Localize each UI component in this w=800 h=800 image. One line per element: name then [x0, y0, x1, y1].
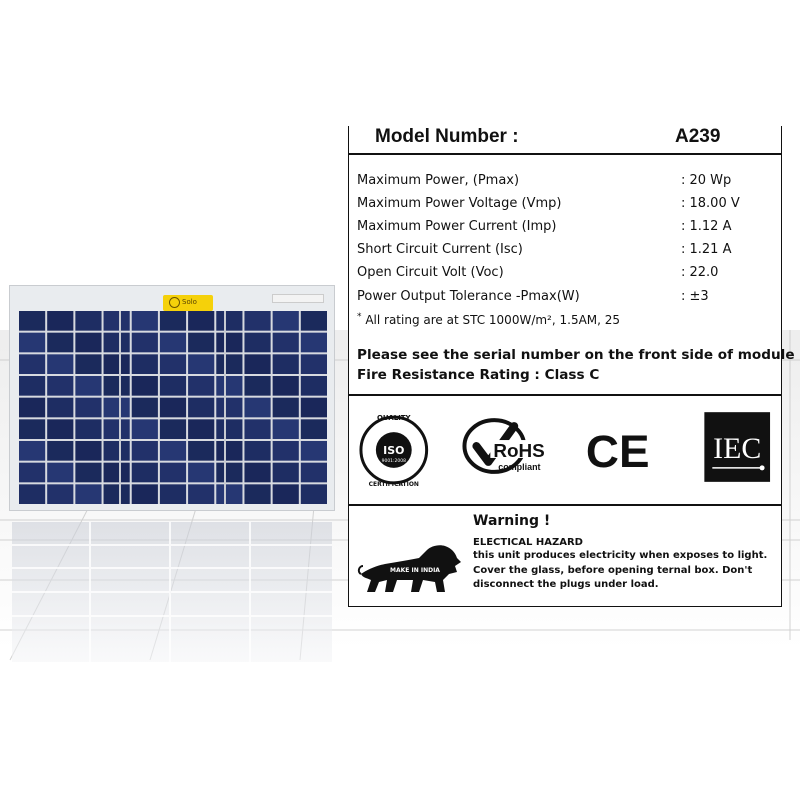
iso-quality-text: QUALITY: [377, 414, 411, 423]
solar-cell: [104, 354, 130, 374]
solar-cell: [216, 398, 242, 418]
solar-cell: [160, 441, 186, 461]
solar-cell: [75, 484, 101, 504]
spec-name: Short Circuit Current (Isc): [357, 242, 523, 257]
panel-sticker: [272, 294, 324, 303]
solar-cell: [104, 333, 130, 353]
solar-cell: [19, 311, 45, 331]
footnote-text: All rating are at STC 1000W/m², 1.5AM, 25: [365, 313, 621, 327]
solar-cell: [244, 484, 270, 504]
iso-number-text: 9001:2008: [381, 458, 406, 464]
solar-cell: [160, 376, 186, 396]
solar-cell: [75, 419, 101, 439]
solar-cell: [19, 463, 45, 483]
spec-name: Maximum Power Voltage (Vmp): [357, 196, 562, 211]
divider: [349, 504, 781, 506]
solar-cell: [301, 333, 327, 353]
spec-row: [357, 265, 777, 285]
solar-cell: [132, 484, 158, 504]
solar-cell: [244, 463, 270, 483]
solar-cell: [216, 376, 242, 396]
solar-cell: [47, 376, 73, 396]
solar-cell: [188, 484, 214, 504]
solar-cell: [132, 354, 158, 374]
solar-cell: [160, 354, 186, 374]
solar-cell: [47, 463, 73, 483]
solar-cell: [301, 398, 327, 418]
solar-panel: [9, 285, 335, 511]
solar-cell: [160, 398, 186, 418]
divider: [349, 153, 781, 155]
model-number-label: Model Number :: [375, 126, 519, 147]
spec-value: : 1.12 A: [681, 219, 732, 234]
rohs-compliant-icon: [464, 420, 548, 472]
solar-cell: [216, 333, 242, 353]
solar-cell: [188, 398, 214, 418]
solar-cell: [216, 419, 242, 439]
solar-cell: [273, 398, 299, 418]
solar-cell: [188, 463, 214, 483]
spec-row: [357, 219, 777, 239]
spec-value: : ±3: [681, 289, 709, 304]
solar-cell: [301, 463, 327, 483]
solar-cell: [75, 376, 101, 396]
solar-cell: [273, 419, 299, 439]
solar-cell: [160, 311, 186, 331]
solar-cell: [244, 398, 270, 418]
spec-row: [357, 289, 777, 309]
iso-certification-icon: [361, 414, 427, 488]
solar-cell: [132, 398, 158, 418]
solar-cell: [104, 484, 130, 504]
spec-name: Power Output Tolerance -Pmax(W): [357, 289, 580, 304]
solar-cell: [301, 419, 327, 439]
solar-cell: [104, 419, 130, 439]
solar-cell: [160, 463, 186, 483]
make-in-india-lion-icon: [357, 536, 467, 596]
solar-cell: [273, 463, 299, 483]
solar-cell: [273, 484, 299, 504]
spec-value: : 18.00 V: [681, 196, 740, 211]
solar-cell: [75, 311, 101, 331]
solar-cell: [104, 376, 130, 396]
spec-value: : 22.0: [681, 265, 719, 280]
solar-cell: [19, 376, 45, 396]
solar-cell: [132, 463, 158, 483]
solar-cell: [188, 441, 214, 461]
solar-cell: [273, 441, 299, 461]
iso-certification-text: CERTIFICATION: [368, 480, 419, 488]
solar-cell: [19, 484, 45, 504]
solar-cell: [216, 441, 242, 461]
brand-logo-icon: [169, 297, 180, 308]
solar-cell: [216, 484, 242, 504]
ce-mark-icon: CE: [585, 425, 650, 477]
solar-cell-grid: [19, 311, 327, 504]
solar-cell: [132, 376, 158, 396]
solar-cell: [47, 333, 73, 353]
solar-cell: [188, 333, 214, 353]
solar-cell: [47, 354, 73, 374]
brand-label: [163, 295, 213, 311]
warning-title: Warning !: [473, 513, 551, 529]
spec-name: Maximum Power, (Pmax): [357, 173, 520, 188]
solar-cell: [188, 376, 214, 396]
solar-cell: [104, 463, 130, 483]
make-in-india-text: MAKE IN INDIA: [390, 567, 440, 574]
bus-bar: [224, 311, 226, 504]
solar-cell: [160, 484, 186, 504]
solar-cell: [188, 419, 214, 439]
solar-cell: [132, 311, 158, 331]
certification-logos: [349, 396, 781, 504]
brand-label-text: Solo: [182, 298, 197, 306]
fire-rating: Fire Resistance Rating : Class C: [357, 367, 600, 383]
solar-cell: [301, 376, 327, 396]
solar-cell: [216, 311, 242, 331]
solar-cell: [216, 354, 242, 374]
spec-row: [357, 242, 777, 262]
solar-cell: [47, 398, 73, 418]
iec-text: IEC: [713, 431, 762, 465]
footnote-star: *: [357, 312, 362, 322]
spec-sheet: [348, 126, 795, 607]
rohs-sub-text: compliant: [498, 461, 541, 472]
solar-cell: [19, 333, 45, 353]
solar-cell: [188, 354, 214, 374]
solar-cell: [47, 484, 73, 504]
spec-row: [357, 196, 777, 216]
solar-cell: [244, 354, 270, 374]
spec-name: Open Circuit Volt (Voc): [357, 265, 504, 280]
solar-cell: [104, 398, 130, 418]
bus-bar: [119, 311, 121, 504]
spec-value: : 1.21 A: [681, 242, 732, 257]
solar-cell: [19, 398, 45, 418]
solar-cell: [132, 441, 158, 461]
serial-notice: Please see the serial number on the front side of module: [357, 347, 795, 363]
iso-text: ISO: [383, 443, 405, 457]
solar-cell: [75, 398, 101, 418]
solar-cell: [132, 333, 158, 353]
solar-cell: [19, 354, 45, 374]
solar-cell: [244, 419, 270, 439]
solar-cell: [160, 333, 186, 353]
solar-cell: [47, 441, 73, 461]
solar-cell: [301, 441, 327, 461]
spec-value: : 20 Wp: [681, 173, 732, 188]
solar-cell: [301, 354, 327, 374]
solar-cell: [132, 419, 158, 439]
spec-row: [357, 173, 777, 193]
rohs-text: RoHS: [493, 440, 545, 462]
solar-cell: [47, 419, 73, 439]
spec-name: Maximum Power Current (Imp): [357, 219, 557, 234]
solar-cell: [244, 376, 270, 396]
solar-cell: [188, 311, 214, 331]
solar-cell: [75, 354, 101, 374]
warning-body: this unit produces electricity when exposes to light. Cover the glass, before opening ternal box. Don't disconnect the plugs under load.: [473, 550, 768, 590]
model-number-value: A239: [675, 126, 721, 147]
solar-cell: [104, 311, 130, 331]
solar-cell: [273, 311, 299, 331]
solar-cell: [273, 376, 299, 396]
solar-cell: [104, 441, 130, 461]
solar-cell: [160, 419, 186, 439]
solar-cell: [244, 333, 270, 353]
solar-cell: [216, 463, 242, 483]
solar-cell: [301, 311, 327, 331]
solar-cell: [47, 311, 73, 331]
iec-icon: [704, 412, 770, 482]
hazard-label: ELECTICAL HAZARD: [473, 537, 583, 548]
solar-cell: [19, 441, 45, 461]
solar-cell: [19, 419, 45, 439]
solar-cell: [273, 354, 299, 374]
solar-cell: [273, 333, 299, 353]
solar-cell: [75, 463, 101, 483]
solar-cell: [301, 484, 327, 504]
solar-cell: [75, 333, 101, 353]
solar-cell: [75, 441, 101, 461]
stc-footnote: [357, 312, 620, 327]
solar-cell: [244, 441, 270, 461]
solar-cell: [244, 311, 270, 331]
